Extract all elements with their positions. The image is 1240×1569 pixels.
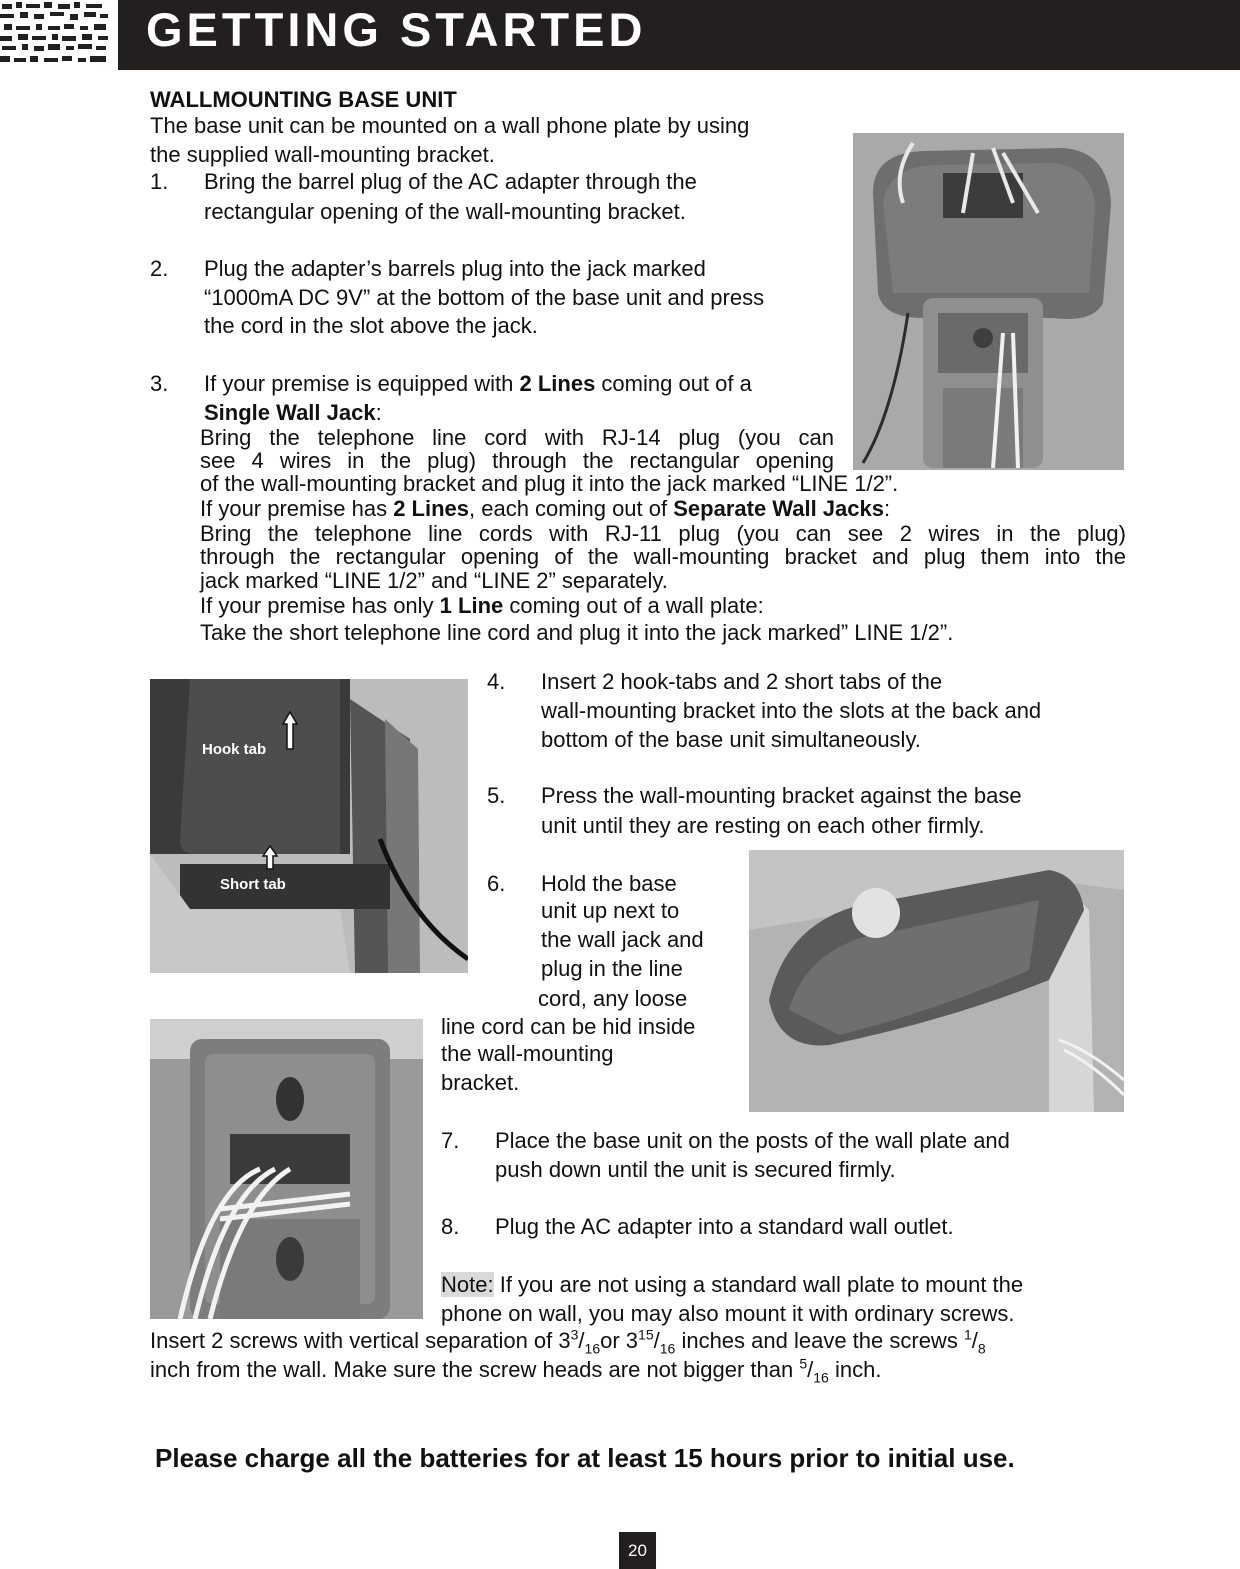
step-6-line-2: unit up next to: [541, 898, 680, 923]
short-tab-label: Short tab: [220, 876, 286, 893]
step-3: 3. If your premise is equipped with 2 Lines coming out of a: [150, 371, 752, 396]
step-6: 6. Hold the base: [487, 871, 677, 896]
step-3-one-line-heading: If your premise has only 1 Line coming out of a wall plate:: [200, 593, 764, 618]
note-line-4: inch from the wall. Make sure the screw heads are not bigger than $^5/_{16}$ inch.: [150, 1355, 882, 1386]
charging-reminder: Please charge all the batteries for at least 15 hours prior to initial use.: [155, 1443, 1015, 1473]
step-7: 7. Place the base unit on the posts of the wall plate and: [441, 1128, 1010, 1153]
note-line-1: Note: If you are not using a standard wall plate to mount the: [441, 1272, 1024, 1297]
intro-line-2: the supplied wall-mounting bracket.: [150, 142, 495, 167]
step-4-line-2: wall-mounting bracket into the slots at the back and: [541, 698, 1042, 723]
step-2: 2. Plug the adapter’s barrels plug into the jack marked: [150, 256, 706, 281]
step-3-line-2: Single Wall Jack:: [204, 400, 382, 425]
note-label: Note:: [441, 1272, 494, 1297]
step-3-separate-jacks-heading: If your premise has 2 Lines, each coming out of Separate Wall Jacks:: [200, 496, 891, 521]
step-6-line-8: bracket.: [441, 1070, 520, 1095]
step-4: 4. Insert 2 hook-tabs and 2 short tabs of the: [487, 669, 943, 694]
step-7-line-2: push down until the unit is secured firmly.: [495, 1157, 896, 1182]
step-6-line-4: plug in the line: [541, 956, 683, 981]
base-unit-on-bracket-photo: [749, 850, 1124, 1112]
wall-bracket-cords-photo: [150, 1019, 423, 1319]
step-3-separate-jacks-line-2: through the rectangular opening of the wall-mounting bracket and plug them into the: [200, 544, 1126, 569]
step-6-line-3: the wall jack and: [541, 927, 704, 952]
step-5-line-2: unit until they are resting on each other firmly.: [541, 813, 985, 838]
hook-tab-label: Hook tab: [202, 741, 267, 758]
step-1-line-2: rectangular opening of the wall-mounting bracket.: [204, 199, 686, 224]
step-3-separate-jacks-line-1: Bring the telephone line cords with RJ-11 plug (you can see 2 wires in the plug): [200, 521, 1126, 546]
note-line-3: Insert 2 screws with vertical separation of $3^3/_{16}or$ $3^{15}/_{16}$ inches and leave the screws $^1/_8$: [150, 1326, 986, 1357]
step-3-separate-jacks-line-3: jack marked “LINE 1/2” and “LINE 2” separately.: [200, 568, 668, 593]
note-line-2: phone on wall, you may also mount it with ordinary screws.: [441, 1301, 1015, 1326]
step-3-single-jack-line-1: Bring the telephone line cord with RJ-14 plug (you can: [200, 425, 834, 450]
page-title: GETTING STARTED: [146, 3, 647, 56]
step-2-line-2: “1000mA DC 9V” at the bottom of the base unit and press: [204, 285, 765, 310]
step-6-line-7: the wall-mounting: [441, 1041, 614, 1066]
step-8: 8. Plug the AC adapter into a standard wall outlet.: [441, 1214, 954, 1239]
step-6-line-6: line cord can be hid inside: [441, 1014, 696, 1039]
hook-tab-photo: [150, 679, 468, 973]
section-title: WALLMOUNTING BASE UNIT: [150, 87, 457, 112]
step-2-line-3: the cord in the slot above the jack.: [204, 313, 538, 338]
step-4-line-3: bottom of the base unit simultaneously.: [541, 727, 921, 752]
base-unit-back-photo: [853, 133, 1124, 470]
step-1: 1. Bring the barrel plug of the AC adapter through the: [150, 169, 697, 194]
step-6-line-5: cord, any loose: [538, 986, 688, 1011]
corner-pattern-decoration: [0, 0, 110, 70]
page-number: 20: [619, 1532, 656, 1569]
step-3-single-jack-line-3: of the wall-mounting bracket and plug it into the jack marked “LINE 1/2”.: [200, 471, 899, 496]
step-5: 5. Press the wall-mounting bracket against the base: [487, 783, 1022, 808]
step-3-single-jack-line-2: see 4 wires in the plug) through the rectangular opening: [200, 448, 834, 473]
intro-line-1: The base unit can be mounted on a wall phone plate by using: [150, 113, 750, 138]
step-3-one-line-text: Take the short telephone line cord and plug it into the jack marked” LINE 1/2”.: [200, 620, 954, 645]
